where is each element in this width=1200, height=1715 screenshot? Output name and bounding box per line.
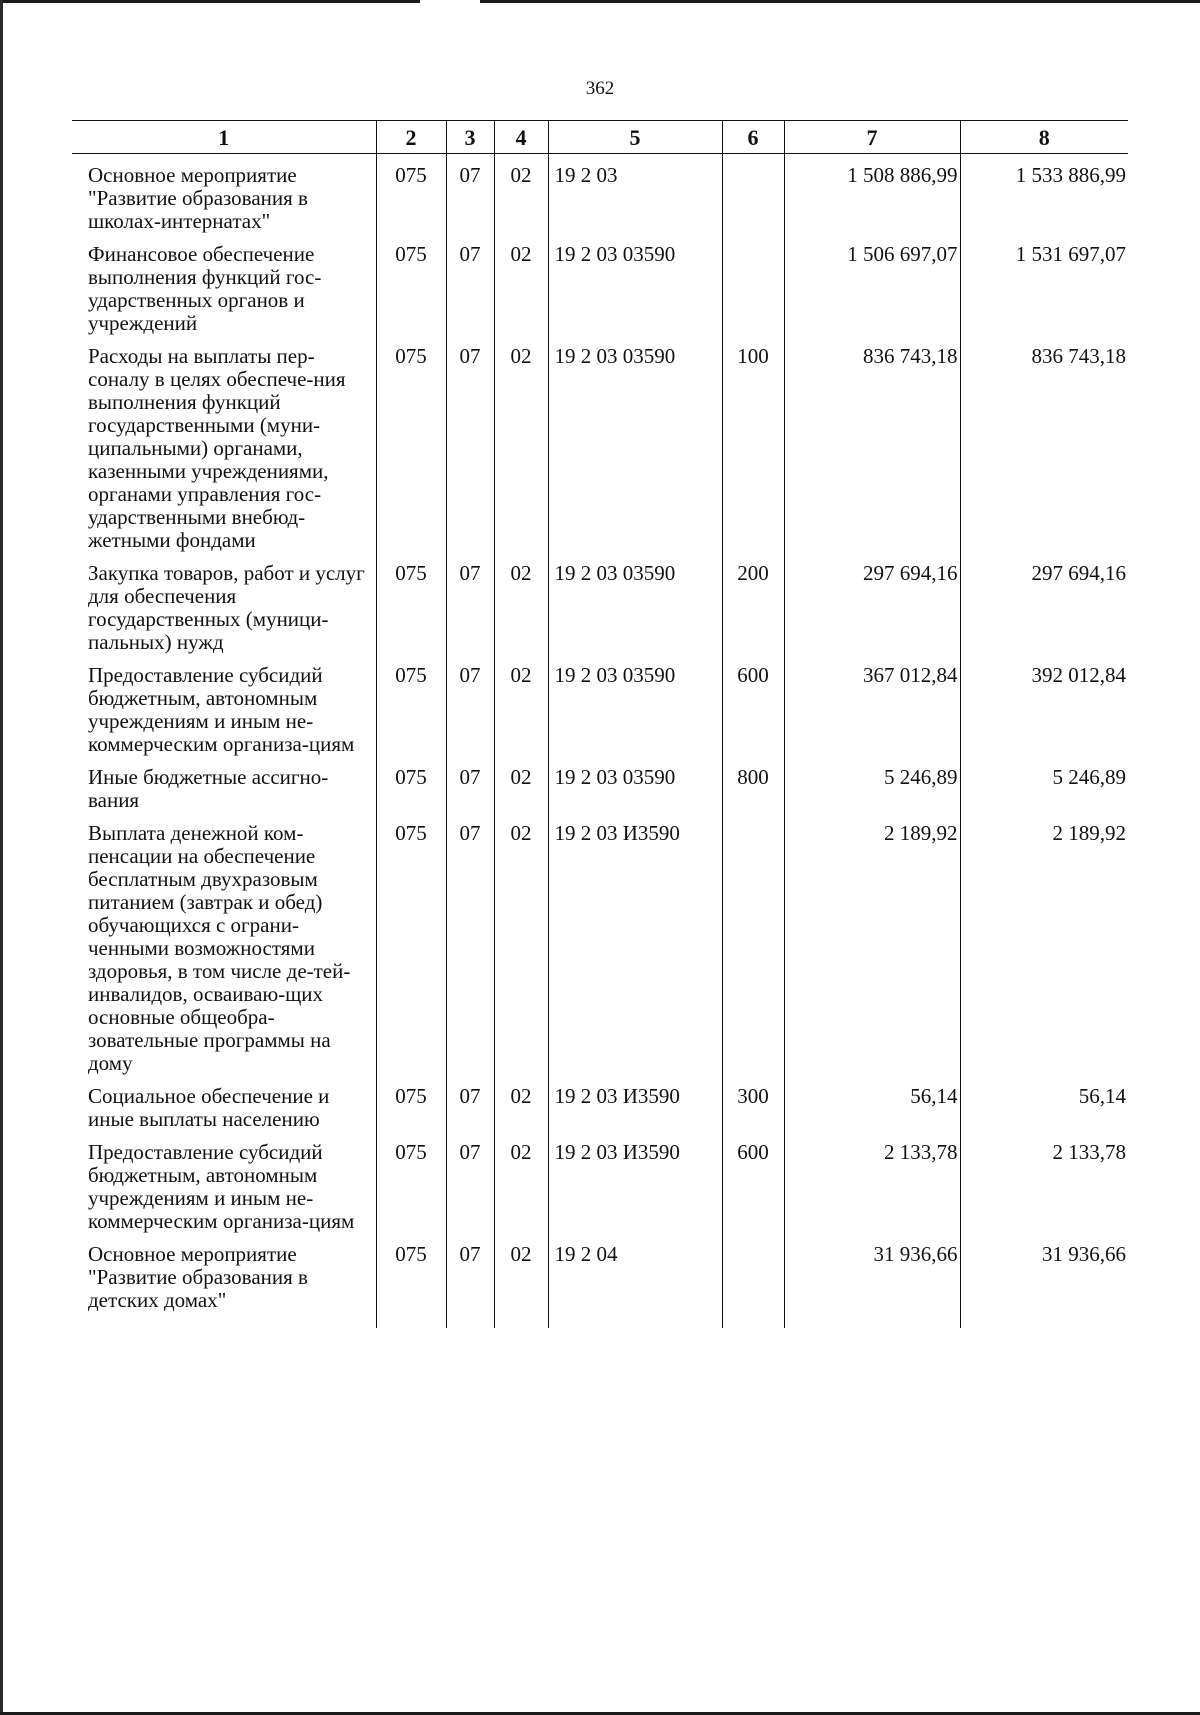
cell-col-4: 02 xyxy=(494,756,548,812)
cell-col-2: 075 xyxy=(376,552,446,654)
page-number: 362 xyxy=(585,78,615,99)
table-row xyxy=(72,552,1128,654)
table-row xyxy=(72,1131,1128,1233)
table-row xyxy=(72,233,1128,335)
cell-col-3: 07 xyxy=(446,812,494,1075)
cell-col-8: 2 189,92 xyxy=(960,812,1128,1075)
cell-col-3: 07 xyxy=(446,335,494,552)
cell-col-7: 2 189,92 xyxy=(784,812,960,1075)
cell-col-7: 56,14 xyxy=(784,1075,960,1131)
cell-col-3: 07 xyxy=(446,233,494,335)
row-name: Предоставление субсидий бюджетным, автономным учреждениям и иным не-коммерческим организа-циям xyxy=(88,663,355,756)
table-row xyxy=(72,1075,1128,1131)
cell-col-3: 07 xyxy=(446,756,494,812)
row-name: Иные бюджетные ассигно-вания xyxy=(88,765,329,812)
table-row xyxy=(72,1233,1128,1328)
cell-col-5: 19 2 03 xyxy=(548,154,722,234)
cell-col-3: 07 xyxy=(446,154,494,234)
table-body xyxy=(72,154,1128,1329)
cell-col-5: 19 2 03 И3590 xyxy=(548,1075,722,1131)
cell-col-4: 02 xyxy=(494,335,548,552)
cell-col-8: 5 246,89 xyxy=(960,756,1128,812)
row-name: Социальное обеспечение и иные выплаты населению xyxy=(88,1084,330,1131)
cell-col-5: 19 2 03 03590 xyxy=(548,335,722,552)
cell-col-4: 02 xyxy=(494,812,548,1075)
cell-col-2: 075 xyxy=(376,233,446,335)
scan-edge-top xyxy=(0,0,1200,3)
col-header-5: 5 xyxy=(548,121,722,154)
cell-col-6: 800 xyxy=(722,756,784,812)
cell-col-2: 075 xyxy=(376,154,446,234)
cell-col-7: 1 508 886,99 xyxy=(784,154,960,234)
cell-col-4: 02 xyxy=(494,552,548,654)
cell-col-2: 075 xyxy=(376,756,446,812)
col-header-4: 4 xyxy=(494,121,548,154)
cell-col-5: 19 2 03 03590 xyxy=(548,654,722,756)
col-header-3: 3 xyxy=(446,121,494,154)
cell-col-8: 836 743,18 xyxy=(960,335,1128,552)
cell-col-6: 300 xyxy=(722,1075,784,1131)
cell-col-3: 07 xyxy=(446,1233,494,1328)
col-header-7: 7 xyxy=(784,121,960,154)
col-header-2: 2 xyxy=(376,121,446,154)
cell-col-5: 19 2 03 И3590 xyxy=(548,1131,722,1233)
cell-col-5: 19 2 04 xyxy=(548,1233,722,1328)
row-name: Финансовое обеспечение выполнения функций гос-ударственных органов и учреждений xyxy=(88,242,322,335)
cell-col-6 xyxy=(722,233,784,335)
cell-col-7: 367 012,84 xyxy=(784,654,960,756)
budget-table xyxy=(72,120,1128,1328)
cell-col-7: 836 743,18 xyxy=(784,335,960,552)
cell-col-2: 075 xyxy=(376,1233,446,1328)
table-row xyxy=(72,654,1128,756)
row-name: Основное мероприятие "Развитие образования в школах-интернатах" xyxy=(88,163,308,233)
cell-col-7: 2 133,78 xyxy=(784,1131,960,1233)
cell-col-8: 56,14 xyxy=(960,1075,1128,1131)
cell-col-2: 075 xyxy=(376,654,446,756)
col-header-1: 1 xyxy=(72,121,376,154)
cell-col-6: 100 xyxy=(722,335,784,552)
cell-col-3: 07 xyxy=(446,1131,494,1233)
scan-edge-left xyxy=(0,0,3,1715)
row-name: Основное мероприятие "Развитие образования в детских домах" xyxy=(88,1242,308,1312)
cell-col-7: 297 694,16 xyxy=(784,552,960,654)
cell-col-4: 02 xyxy=(494,154,548,234)
row-name: Выплата денежной ком-пенсации на обеспечение бесплатным двухразовым питанием (завтрак и обед) обучающихся с ограни-ченными возможностями здоровья, в том числе де-тей-инвалидов, осваиваю-щих основные общеобра-зовательные программы на дому xyxy=(88,821,351,1075)
cell-col-8: 392 012,84 xyxy=(960,654,1128,756)
cell-col-6: 600 xyxy=(722,654,784,756)
cell-col-7: 1 506 697,07 xyxy=(784,233,960,335)
row-name: Расходы на выплаты пер-соналу в целях обеспече-ния выполнения функций государственными (муни-ципальными) органами, казенными учреждениями, органами управления гос-ударственными внебюд-жетными фондами xyxy=(88,344,346,552)
row-name: Закупка товаров, работ и услуг для обеспечения государственных (муници-пальных) нужд xyxy=(88,561,365,654)
table-row xyxy=(72,756,1128,812)
cell-col-3: 07 xyxy=(446,552,494,654)
table-row xyxy=(72,335,1128,552)
cell-col-8: 1 533 886,99 xyxy=(960,154,1128,234)
cell-col-6 xyxy=(722,812,784,1075)
cell-col-6 xyxy=(722,154,784,234)
cell-col-7: 31 936,66 xyxy=(784,1233,960,1328)
cell-col-2: 075 xyxy=(376,812,446,1075)
cell-col-4: 02 xyxy=(494,654,548,756)
cell-col-3: 07 xyxy=(446,654,494,756)
cell-col-6 xyxy=(722,1233,784,1328)
cell-col-6: 200 xyxy=(722,552,784,654)
col-header-8: 8 xyxy=(960,121,1128,154)
header-row xyxy=(72,121,1128,154)
cell-col-3: 07 xyxy=(446,1075,494,1131)
cell-col-2: 075 xyxy=(376,1075,446,1131)
table-row xyxy=(72,154,1128,234)
cell-col-2: 075 xyxy=(376,335,446,552)
cell-col-2: 075 xyxy=(376,1131,446,1233)
cell-col-6: 600 xyxy=(722,1131,784,1233)
cell-col-4: 02 xyxy=(494,1233,548,1328)
cell-col-8: 31 936,66 xyxy=(960,1233,1128,1328)
cell-col-8: 297 694,16 xyxy=(960,552,1128,654)
cell-col-5: 19 2 03 03590 xyxy=(548,233,722,335)
col-header-6: 6 xyxy=(722,121,784,154)
cell-col-5: 19 2 03 03590 xyxy=(548,756,722,812)
row-name: Предоставление субсидий бюджетным, автономным учреждениям и иным не-коммерческим организа-циям xyxy=(88,1140,355,1233)
cell-col-7: 5 246,89 xyxy=(784,756,960,812)
cell-col-8: 2 133,78 xyxy=(960,1131,1128,1233)
cell-col-8: 1 531 697,07 xyxy=(960,233,1128,335)
cell-col-4: 02 xyxy=(494,1131,548,1233)
cell-col-5: 19 2 03 И3590 xyxy=(548,812,722,1075)
cell-col-5: 19 2 03 03590 xyxy=(548,552,722,654)
cell-col-4: 02 xyxy=(494,1075,548,1131)
cell-col-4: 02 xyxy=(494,233,548,335)
table-row xyxy=(72,812,1128,1075)
